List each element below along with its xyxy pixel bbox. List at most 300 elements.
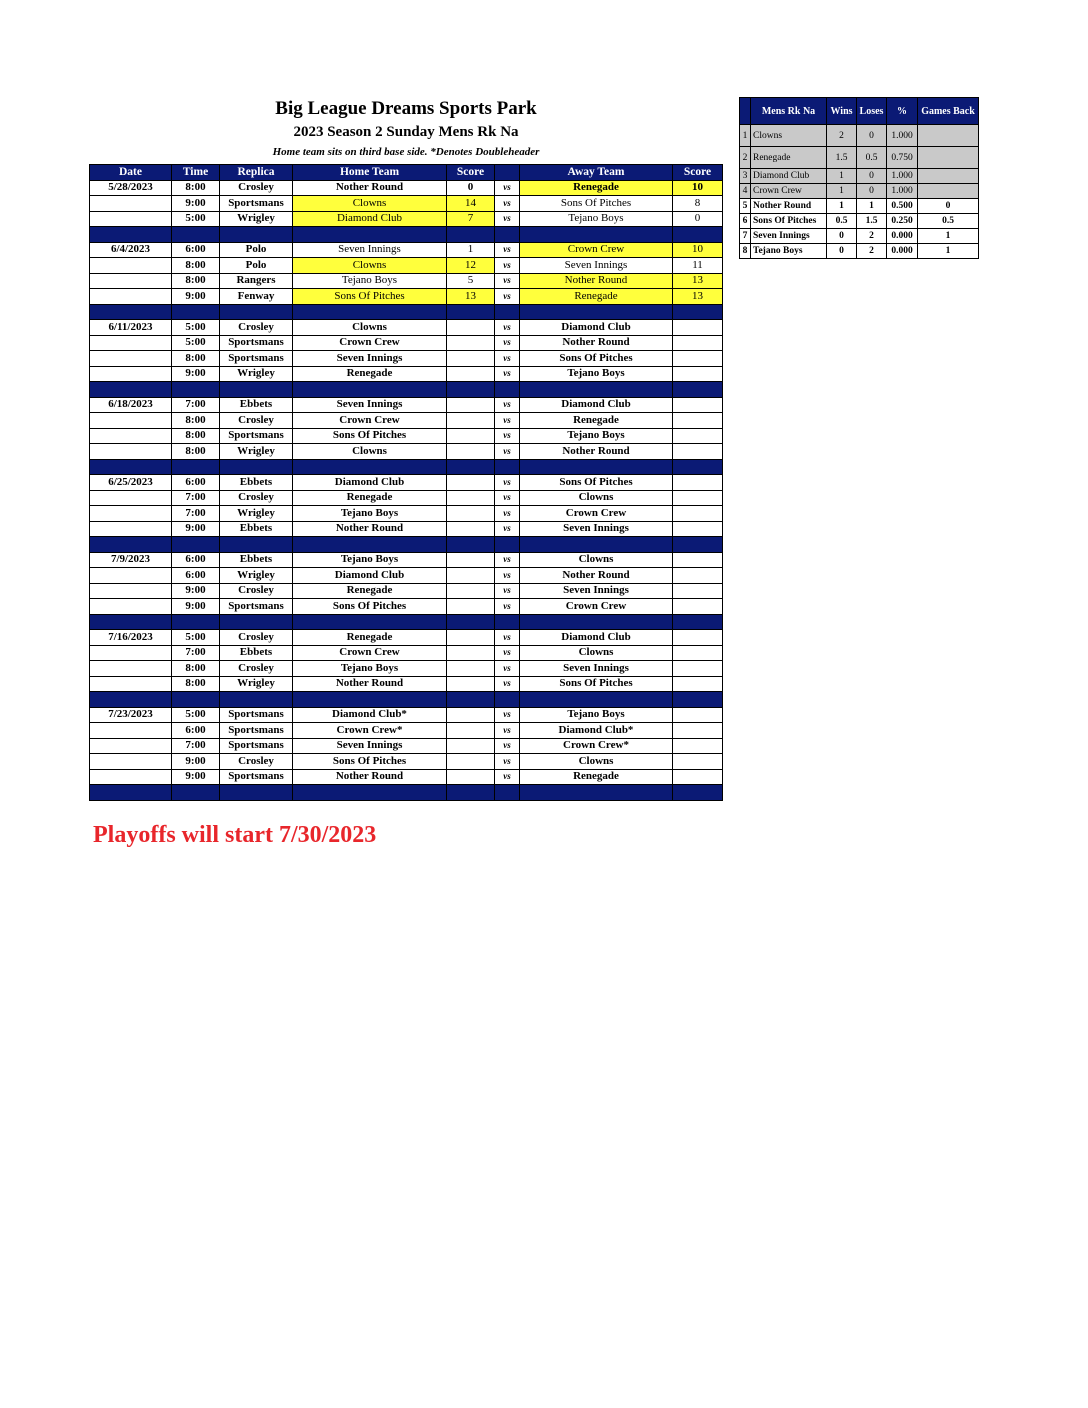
game-date: 7/23/2023 — [90, 707, 172, 723]
away-score: 0 — [673, 211, 723, 227]
game-time: 6:00 — [172, 552, 220, 568]
game-field: Rangers — [220, 273, 293, 289]
home-score — [447, 630, 495, 646]
schedule-row — [90, 645, 723, 661]
game-time: 7:00 — [172, 397, 220, 413]
home-score: 13 — [447, 289, 495, 305]
game-field: Sportsmans — [220, 738, 293, 754]
vs-label: vs — [495, 320, 520, 336]
schedule-row — [90, 273, 723, 289]
schedule-row — [90, 552, 723, 568]
separator-cell — [495, 785, 520, 801]
away-team: Nother Round — [520, 273, 673, 289]
team-name: Seven Innings — [751, 229, 827, 244]
away-team: Clowns — [520, 552, 673, 568]
separator-cell — [220, 382, 293, 398]
game-time: 9:00 — [172, 769, 220, 785]
separator-cell — [495, 382, 520, 398]
away-team: Sons Of Pitches — [520, 351, 673, 367]
home-team: Tejano Boys — [293, 506, 447, 522]
team-wins: 0.5 — [827, 214, 857, 229]
home-score — [447, 769, 495, 785]
page-subtitle: 2023 Season 2 Sunday Mens Rk Na — [293, 124, 519, 140]
game-date — [90, 444, 172, 460]
game-field: Crosley — [220, 413, 293, 429]
schedule-row — [90, 211, 723, 227]
away-score — [673, 475, 723, 491]
home-score — [447, 645, 495, 661]
away-score — [673, 521, 723, 537]
home-team: Renegade — [293, 630, 447, 646]
team-rank: 6 — [740, 214, 751, 229]
separator-cell — [172, 537, 220, 553]
game-time: 9:00 — [172, 599, 220, 615]
game-date — [90, 258, 172, 274]
team-pct: 1.000 — [887, 169, 918, 184]
home-score — [447, 552, 495, 568]
standings-row — [740, 229, 979, 244]
away-score — [673, 444, 723, 460]
game-field: Sportsmans — [220, 599, 293, 615]
team-rank: 3 — [740, 169, 751, 184]
team-pct: 1.000 — [887, 184, 918, 199]
game-field: Ebbets — [220, 397, 293, 413]
separator-cell — [293, 785, 447, 801]
home-score — [447, 676, 495, 692]
schedule-row — [90, 676, 723, 692]
team-wins: 1.5 — [827, 147, 857, 169]
game-date — [90, 738, 172, 754]
vs-label: vs — [495, 366, 520, 382]
away-score — [673, 366, 723, 382]
col-date: Date — [90, 165, 172, 181]
col-home-score: Score — [447, 165, 495, 181]
game-time: 8:00 — [172, 273, 220, 289]
away-score — [673, 320, 723, 336]
vs-label: vs — [495, 242, 520, 258]
game-time: 6:00 — [172, 475, 220, 491]
home-team: Sons Of Pitches — [293, 289, 447, 305]
schedule-row — [90, 723, 723, 739]
separator-cell — [90, 692, 172, 708]
game-date — [90, 413, 172, 429]
separator-cell — [220, 304, 293, 320]
schedule-row — [90, 521, 723, 537]
away-team: Crown Crew* — [520, 738, 673, 754]
team-pct: 0.000 — [887, 229, 918, 244]
separator-cell — [495, 692, 520, 708]
vs-label: vs — [495, 273, 520, 289]
schedule-row — [90, 599, 723, 615]
separator-cell — [90, 614, 172, 630]
vs-label: vs — [495, 723, 520, 739]
vs-label: vs — [495, 413, 520, 429]
standings-row — [740, 125, 979, 147]
col-replica: Replica — [220, 165, 293, 181]
game-date — [90, 676, 172, 692]
separator-cell — [90, 304, 172, 320]
standings-col-wins: Wins — [827, 98, 857, 125]
schedule-row — [90, 413, 723, 429]
vs-label: vs — [495, 428, 520, 444]
away-team: Crown Crew — [520, 506, 673, 522]
home-team: Crown Crew — [293, 335, 447, 351]
home-score — [447, 490, 495, 506]
home-team: Seven Innings — [293, 242, 447, 258]
schedule-row — [90, 351, 723, 367]
home-score — [447, 351, 495, 367]
separator-cell — [495, 304, 520, 320]
game-time: 7:00 — [172, 738, 220, 754]
separator-cell — [447, 459, 495, 475]
team-rank: 5 — [740, 199, 751, 214]
away-team: Renegade — [520, 180, 673, 196]
home-team: Crown Crew — [293, 413, 447, 429]
vs-label: vs — [495, 707, 520, 723]
away-team: Sons Of Pitches — [520, 196, 673, 212]
vs-label: vs — [495, 506, 520, 522]
away-team: Clowns — [520, 754, 673, 770]
vs-label: vs — [495, 676, 520, 692]
away-score: 10 — [673, 180, 723, 196]
game-date — [90, 490, 172, 506]
game-time: 8:00 — [172, 351, 220, 367]
away-team: Nother Round — [520, 568, 673, 584]
team-games-back — [918, 169, 979, 184]
separator-cell — [90, 227, 172, 243]
schedule-row — [90, 320, 723, 336]
game-time: 9:00 — [172, 583, 220, 599]
schedule-row — [90, 568, 723, 584]
away-score — [673, 645, 723, 661]
standings-col-pct: % — [887, 98, 918, 125]
team-games-back: 1 — [918, 229, 979, 244]
vs-label: vs — [495, 211, 520, 227]
vs-label: vs — [495, 552, 520, 568]
team-games-back — [918, 125, 979, 147]
away-team: Diamond Club* — [520, 723, 673, 739]
away-score — [673, 490, 723, 506]
home-team: Crown Crew* — [293, 723, 447, 739]
game-time: 5:00 — [172, 335, 220, 351]
separator-cell — [673, 537, 723, 553]
game-field: Wrigley — [220, 506, 293, 522]
home-team: Sons Of Pitches — [293, 599, 447, 615]
game-date — [90, 568, 172, 584]
team-name: Sons Of Pitches — [751, 214, 827, 229]
schedule-row — [90, 335, 723, 351]
team-rank: 8 — [740, 244, 751, 259]
home-score — [447, 521, 495, 537]
game-field: Crosley — [220, 630, 293, 646]
game-date: 6/11/2023 — [90, 320, 172, 336]
separator-cell — [172, 304, 220, 320]
team-games-back — [918, 184, 979, 199]
game-time: 6:00 — [172, 242, 220, 258]
game-time: 9:00 — [172, 521, 220, 537]
vs-label: vs — [495, 645, 520, 661]
away-team: Renegade — [520, 413, 673, 429]
away-score — [673, 552, 723, 568]
separator-cell — [673, 692, 723, 708]
standings-row — [740, 169, 979, 184]
home-team: Nother Round — [293, 180, 447, 196]
standings-row — [740, 184, 979, 199]
vs-label: vs — [495, 196, 520, 212]
game-time: 8:00 — [172, 413, 220, 429]
separator-cell — [520, 304, 673, 320]
away-team: Crown Crew — [520, 599, 673, 615]
away-team: Crown Crew — [520, 242, 673, 258]
separator-cell — [172, 459, 220, 475]
schedule-row — [90, 289, 723, 305]
game-date: 6/18/2023 — [90, 397, 172, 413]
home-team: Diamond Club — [293, 211, 447, 227]
team-wins: 1 — [827, 169, 857, 184]
schedule-row — [90, 196, 723, 212]
separator-cell — [220, 785, 293, 801]
separator-cell — [293, 382, 447, 398]
away-team: Seven Innings — [520, 258, 673, 274]
separator-cell — [495, 227, 520, 243]
team-games-back: 0.5 — [918, 214, 979, 229]
schedule-row — [90, 475, 723, 491]
game-date — [90, 196, 172, 212]
away-score: 11 — [673, 258, 723, 274]
schedule-row — [90, 180, 723, 196]
vs-label: vs — [495, 444, 520, 460]
separator-cell — [495, 537, 520, 553]
game-field: Sportsmans — [220, 723, 293, 739]
game-date — [90, 769, 172, 785]
team-loses: 2 — [857, 229, 887, 244]
game-time: 6:00 — [172, 723, 220, 739]
home-team: Seven Innings — [293, 397, 447, 413]
home-score — [447, 661, 495, 677]
game-date: 6/25/2023 — [90, 475, 172, 491]
separator-cell — [90, 459, 172, 475]
game-field: Ebbets — [220, 552, 293, 568]
separator-cell — [673, 785, 723, 801]
game-field: Sportsmans — [220, 769, 293, 785]
away-team: Sons Of Pitches — [520, 475, 673, 491]
vs-label: vs — [495, 583, 520, 599]
game-time: 8:00 — [172, 676, 220, 692]
away-team: Nother Round — [520, 444, 673, 460]
away-score — [673, 661, 723, 677]
separator-cell — [90, 537, 172, 553]
home-team: Crown Crew — [293, 645, 447, 661]
separator-cell — [520, 785, 673, 801]
separator-cell — [293, 304, 447, 320]
standings-col-team: Mens Rk Na — [751, 98, 827, 125]
home-team: Diamond Club* — [293, 707, 447, 723]
week-separator — [90, 785, 723, 801]
team-rank: 2 — [740, 147, 751, 169]
game-field: Wrigley — [220, 211, 293, 227]
vs-label: vs — [495, 769, 520, 785]
vs-label: vs — [495, 754, 520, 770]
away-score: 13 — [673, 273, 723, 289]
game-date — [90, 366, 172, 382]
separator-cell — [172, 614, 220, 630]
home-score — [447, 366, 495, 382]
team-loses: 1 — [857, 199, 887, 214]
separator-cell — [520, 459, 673, 475]
separator-cell — [673, 227, 723, 243]
game-date — [90, 273, 172, 289]
home-team: Clowns — [293, 444, 447, 460]
team-rank: 7 — [740, 229, 751, 244]
team-wins: 0 — [827, 229, 857, 244]
schedule-row — [90, 754, 723, 770]
game-field: Ebbets — [220, 645, 293, 661]
game-time: 9:00 — [172, 754, 220, 770]
week-separator — [90, 304, 723, 320]
game-field: Wrigley — [220, 366, 293, 382]
separator-cell — [673, 304, 723, 320]
separator-cell — [293, 537, 447, 553]
away-score — [673, 676, 723, 692]
home-team: Nother Round — [293, 769, 447, 785]
vs-label: vs — [495, 521, 520, 537]
separator-cell — [495, 614, 520, 630]
separator-cell — [447, 537, 495, 553]
schedule-row — [90, 738, 723, 754]
game-field: Ebbets — [220, 475, 293, 491]
schedule-row — [90, 242, 723, 258]
home-score — [447, 475, 495, 491]
home-team: Clowns — [293, 258, 447, 274]
game-field: Crosley — [220, 320, 293, 336]
team-rank: 4 — [740, 184, 751, 199]
col-away-team: Away Team — [520, 165, 673, 181]
game-field: Crosley — [220, 180, 293, 196]
home-team: Seven Innings — [293, 738, 447, 754]
team-pct: 0.000 — [887, 244, 918, 259]
away-team: Clowns — [520, 645, 673, 661]
vs-label: vs — [495, 630, 520, 646]
away-score — [673, 335, 723, 351]
team-loses: 0 — [857, 169, 887, 184]
home-score — [447, 583, 495, 599]
away-score: 10 — [673, 242, 723, 258]
vs-label: vs — [495, 475, 520, 491]
game-date — [90, 289, 172, 305]
game-date — [90, 661, 172, 677]
team-name: Diamond Club — [751, 169, 827, 184]
away-team: Tejano Boys — [520, 211, 673, 227]
home-score — [447, 320, 495, 336]
vs-label: vs — [495, 258, 520, 274]
home-team: Diamond Club — [293, 475, 447, 491]
game-date — [90, 645, 172, 661]
game-field: Polo — [220, 242, 293, 258]
separator-cell — [447, 692, 495, 708]
home-score — [447, 428, 495, 444]
separator-cell — [90, 382, 172, 398]
week-separator — [90, 614, 723, 630]
standings-row — [740, 199, 979, 214]
away-team: Renegade — [520, 289, 673, 305]
team-pct: 0.500 — [887, 199, 918, 214]
team-name: Renegade — [751, 147, 827, 169]
team-games-back: 1 — [918, 244, 979, 259]
standings-row — [740, 214, 979, 229]
game-date — [90, 428, 172, 444]
team-wins: 1 — [827, 199, 857, 214]
game-date — [90, 723, 172, 739]
home-team: Tejano Boys — [293, 661, 447, 677]
schedule-row — [90, 490, 723, 506]
game-date: 7/16/2023 — [90, 630, 172, 646]
schedule-row — [90, 583, 723, 599]
team-wins: 2 — [827, 125, 857, 147]
game-field: Sportsmans — [220, 196, 293, 212]
col-away-score: Score — [673, 165, 723, 181]
vs-label: vs — [495, 180, 520, 196]
schedule-row — [90, 366, 723, 382]
away-team: Diamond Club — [520, 320, 673, 336]
game-date: 7/9/2023 — [90, 552, 172, 568]
game-field: Polo — [220, 258, 293, 274]
game-field: Wrigley — [220, 676, 293, 692]
separator-cell — [172, 227, 220, 243]
separator-cell — [520, 227, 673, 243]
game-field: Sportsmans — [220, 707, 293, 723]
vs-label: vs — [495, 568, 520, 584]
team-loses: 0.5 — [857, 147, 887, 169]
away-score — [673, 568, 723, 584]
team-loses: 0 — [857, 125, 887, 147]
home-score — [447, 599, 495, 615]
week-separator — [90, 227, 723, 243]
home-score — [447, 506, 495, 522]
team-name: Clowns — [751, 125, 827, 147]
game-time: 9:00 — [172, 366, 220, 382]
game-date — [90, 211, 172, 227]
separator-cell — [447, 614, 495, 630]
separator-cell — [220, 614, 293, 630]
separator-cell — [220, 459, 293, 475]
away-score — [673, 754, 723, 770]
game-time: 9:00 — [172, 289, 220, 305]
schedule-body — [90, 180, 723, 800]
home-score: 7 — [447, 211, 495, 227]
home-score: 12 — [447, 258, 495, 274]
game-field: Sportsmans — [220, 351, 293, 367]
col-time: Time — [172, 165, 220, 181]
team-pct: 0.250 — [887, 214, 918, 229]
separator-cell — [447, 304, 495, 320]
separator-cell — [673, 382, 723, 398]
away-team: Clowns — [520, 490, 673, 506]
away-score — [673, 769, 723, 785]
schedule-row — [90, 661, 723, 677]
game-date — [90, 583, 172, 599]
separator-cell — [293, 692, 447, 708]
home-score — [447, 444, 495, 460]
week-separator — [90, 459, 723, 475]
away-team: Seven Innings — [520, 661, 673, 677]
schedule-header-row — [90, 165, 723, 181]
separator-cell — [447, 227, 495, 243]
away-score — [673, 506, 723, 522]
game-field: Wrigley — [220, 444, 293, 460]
home-team: Tejano Boys — [293, 552, 447, 568]
col-vs — [495, 165, 520, 181]
team-loses: 1.5 — [857, 214, 887, 229]
